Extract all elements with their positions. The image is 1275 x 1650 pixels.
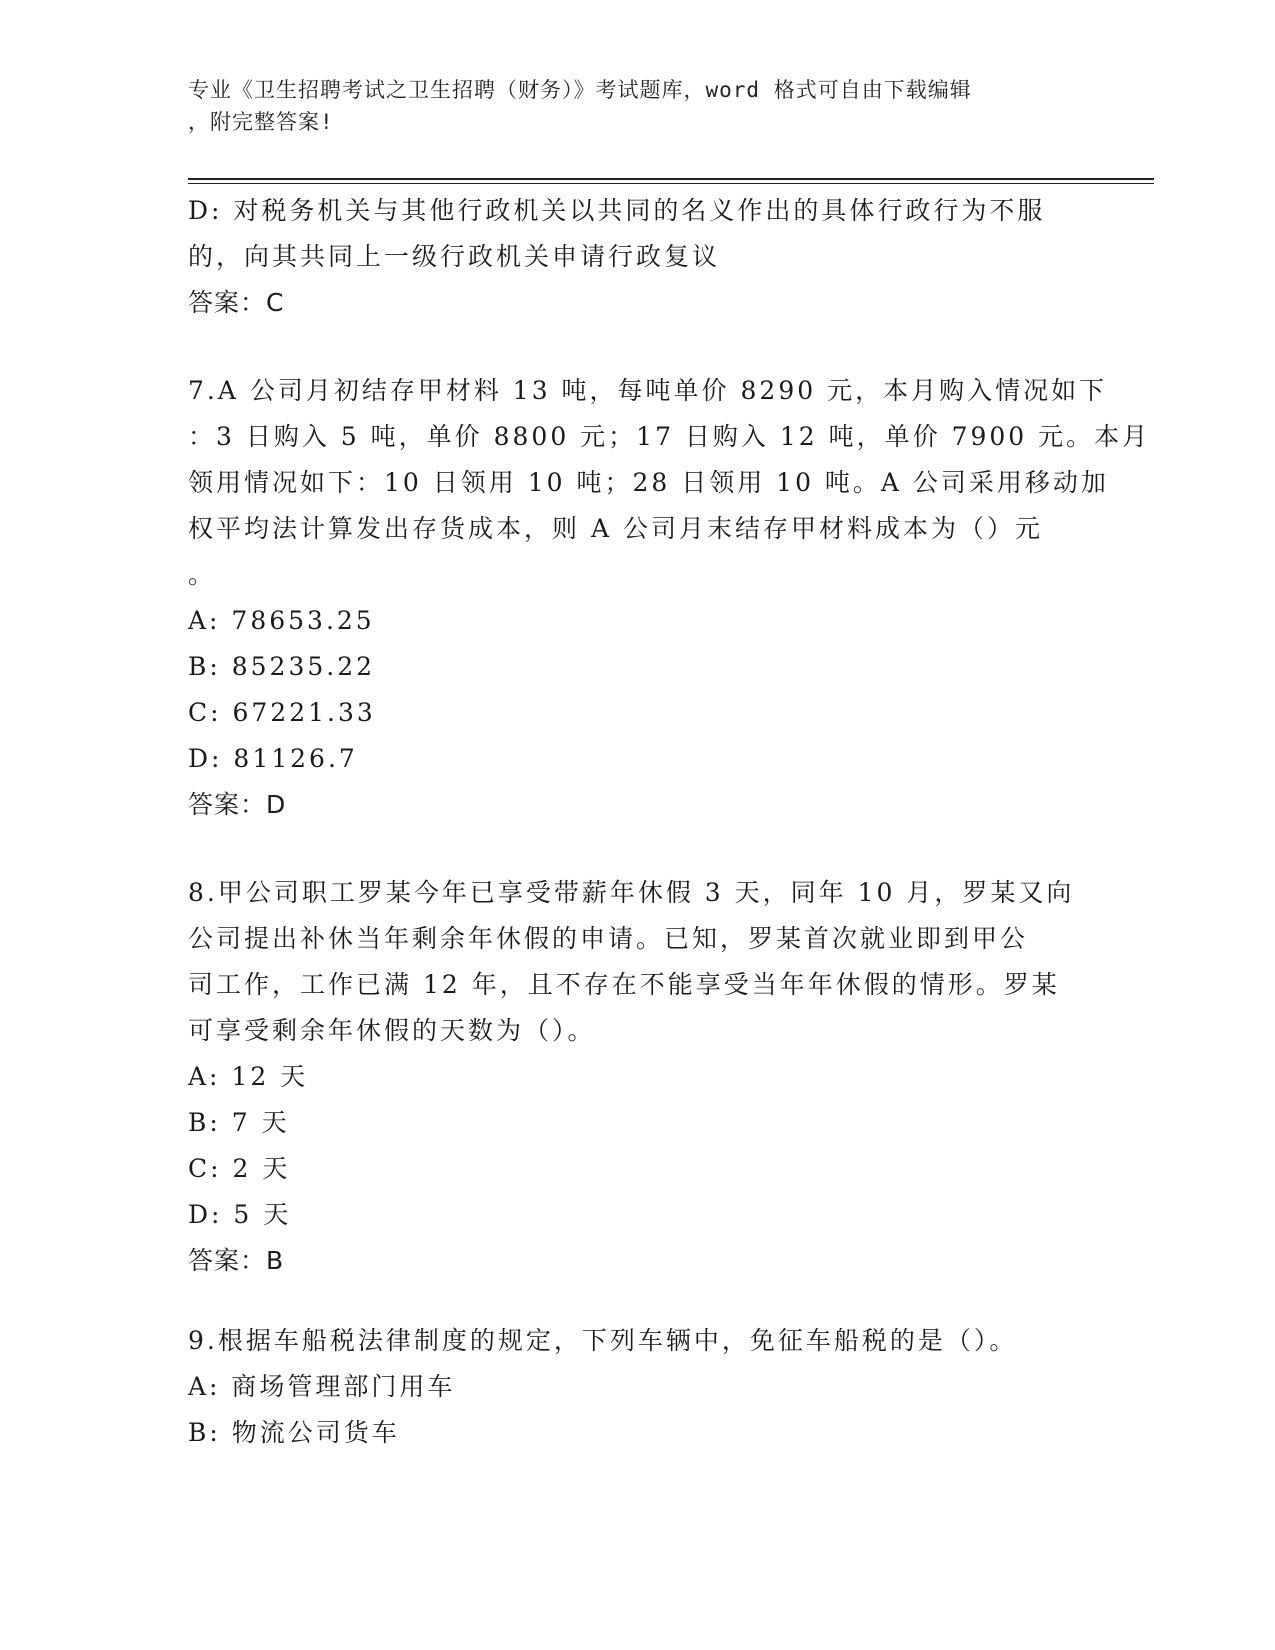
option-d-line-1: D: 对税务机关与其他行政机关以共同的名义作出的具体行政行为不服 bbox=[188, 196, 1046, 225]
question-stem-line: 司工作，工作已满 12 年，且不存在不能享受当年年休假的情形。罗某 bbox=[188, 970, 1060, 999]
document-header bbox=[188, 74, 1068, 138]
question-stem-line: 8.甲公司职工罗某今年已享受带薪年休假 3 天，同年 10 月，罗某又向 bbox=[188, 878, 1075, 907]
answer-line: 答案：C bbox=[188, 288, 285, 317]
option-b: B: 物流公司货车 bbox=[188, 1418, 400, 1447]
question-stem-line: 9.根据车船税法律制度的规定，下列车辆中，免征车船税的是（）。 bbox=[188, 1326, 1018, 1355]
question-stem-line: 权平均法计算发出存货成本，则 A 公司月末结存甲材料成本为（）元 bbox=[188, 514, 1043, 543]
question-8 bbox=[188, 870, 1088, 1284]
option-a: A: 商场管理部门用车 bbox=[188, 1372, 456, 1401]
header-title-line-1: 专业《卫生招聘考试之卫生招聘（财务）》考试题库，word 格式可自由下载编辑 bbox=[188, 78, 972, 102]
header-divider-thin bbox=[188, 183, 1154, 184]
option-b: B: 7 天 bbox=[188, 1108, 290, 1137]
option-d: D: 5 天 bbox=[188, 1200, 292, 1229]
answer-line: 答案：B bbox=[188, 1246, 285, 1275]
previous-question-tail bbox=[188, 188, 1088, 326]
question-stem-line: 公司提出补休当年剩余年休假的申请。已知，罗某首次就业即到甲公 bbox=[188, 924, 1029, 953]
option-b: B: 85235.22 bbox=[188, 652, 376, 681]
option-c: C: 67221.33 bbox=[188, 698, 376, 727]
question-content bbox=[188, 188, 1151, 1456]
header-divider-thick bbox=[188, 178, 1154, 180]
option-c: C: 2 天 bbox=[188, 1154, 291, 1183]
spacer bbox=[188, 1284, 1088, 1318]
question-stem-line: 领用情况如下：10 日领用 10 吨；28 日领用 10 吨。A 公司采用移动加 bbox=[188, 468, 1109, 497]
question-stem-line: 可享受剩余年休假的天数为（）。 bbox=[188, 1016, 596, 1045]
answer-line: 答案：D bbox=[188, 790, 287, 819]
option-a: A: 12 天 bbox=[188, 1062, 309, 1091]
option-a: A: 78653.25 bbox=[188, 606, 375, 635]
spacer bbox=[188, 326, 1088, 368]
option-d-line-2: 的，向其共同上一级行政机关申请行政复议 bbox=[188, 242, 721, 271]
header-title-line-2: ，附完整答案! bbox=[188, 110, 334, 134]
question-7 bbox=[188, 368, 1151, 828]
question-stem-line: ：3 日购入 5 吨，单价 8800 元；17 日购入 12 吨，单价 7900 元。本月 bbox=[188, 422, 1151, 451]
question-9 bbox=[188, 1318, 1088, 1456]
option-d: D: 81126.7 bbox=[188, 744, 358, 773]
spacer bbox=[188, 828, 1088, 870]
question-stem-line: 。 bbox=[188, 560, 217, 589]
question-stem-line: 7.A 公司月初结存甲材料 13 吨，每吨单价 8290 元，本月购入情况如下 bbox=[188, 376, 1108, 405]
